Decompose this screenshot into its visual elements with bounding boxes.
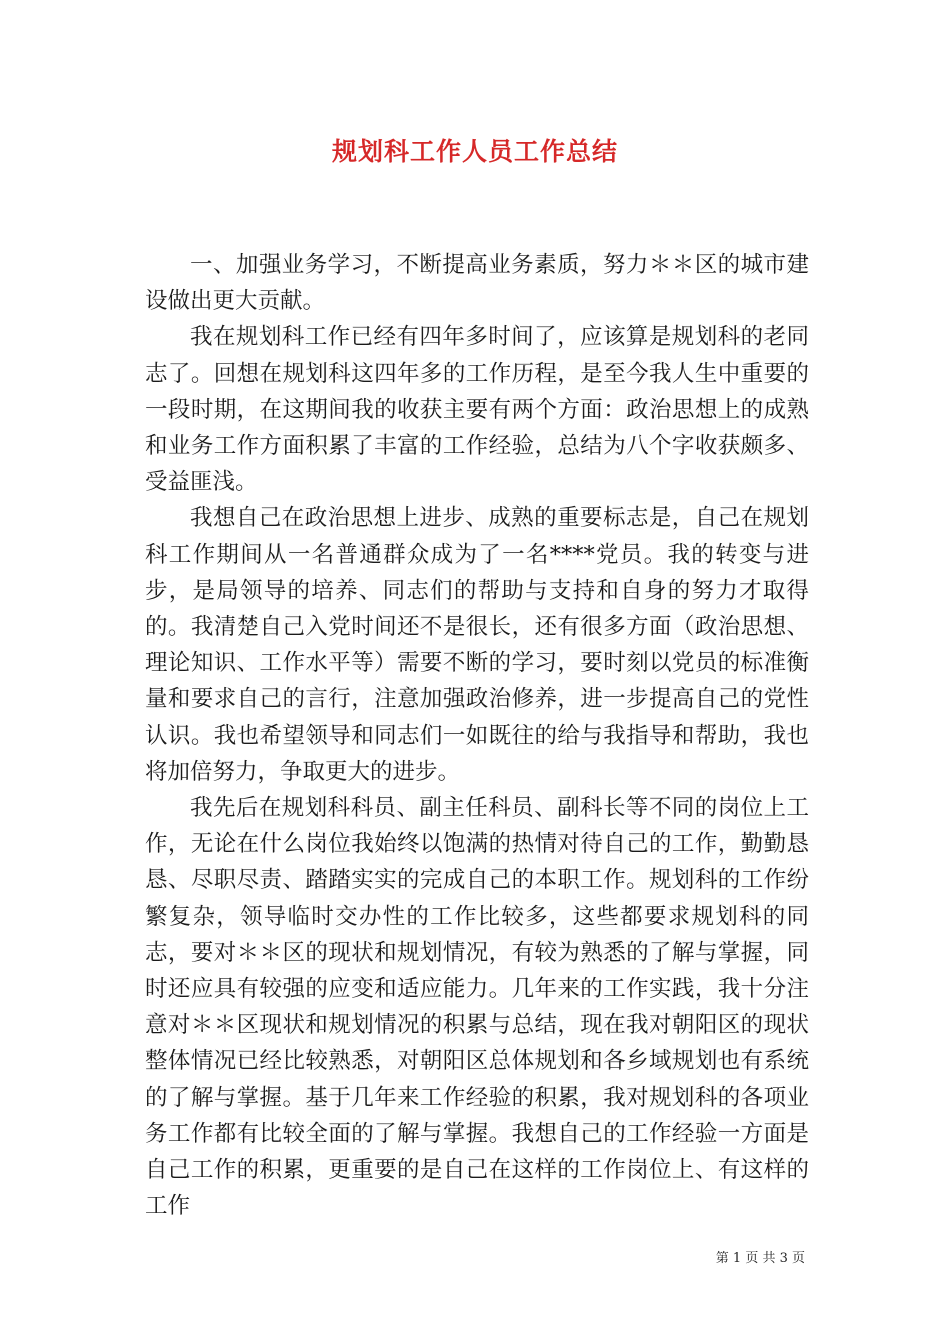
- paragraph-2: 我在规划科工作已经有四年多时间了，应该算是规划科的老同志了。回想在规划科这四年多的工作历程，是至今我人生中重要的一段时期，在这期间我的收获主要有两个方面：政治思想上的成熟和业务工作方面积累了丰富的工作经验，总结为八个字收获颇多、受益匪浅。: [145, 324, 809, 496]
- document-body: [145, 247, 809, 1224]
- paragraph-1: 一、加强业务学习，不断提高业务素质，努力＊＊区的城市建设做出更大贡献。: [145, 252, 809, 315]
- page-number: 第 1 页 共 3 页: [715, 1251, 805, 1266]
- paragraph-3: 我想自己在政治思想上进步、成熟的重要标志是，自己在规划科工作期间从一名普通群众成为了一名****党员。我的转变与进步，是局领导的培养、同志们的帮助与支持和自身的努力才取得的。我清楚自己入党时间还不是很长，还有很多方面（政治思想、理论知识、工作水平等）需要不断的学习，要时刻以党员的标准衡量和要求自己的言行，注意加强政治修养，进一步提高自己的党性认识。我也希望领导和同志们一如既往的给与我指导和帮助，我也将加倍努力，争取更大的进步。: [145, 505, 809, 785]
- paragraph-4: 我先后在规划科科员、副主任科员、副科长等不同的岗位上工作，无论在什么岗位我始终以饱满的热情对待自己的工作，勤勤恳恳、尽职尽责、踏踏实实的完成自己的本职工作。规划科的工作纷繁复杂，领导临时交办性的工作比较多，这些都要求规划科的同志，要对＊＊区的现状和规划情况，有较为熟悉的了解与掌握，同时还应具有较强的应变和适应能力。几年来的工作实践，我十分注意对＊＊区现状和规划情况的积累与总结，现在我对朝阳区的现状整体情况已经比较熟悉，对朝阳区总体规划和各乡域规划也有系统的了解与掌握。基于几年来工作经验的积累，我对规划科的各项业务工作都有比较全面的了解与掌握。我想自己的工作经验一方面是自己工作的积累，更重要的是自己在这样的工作岗位上、有这样的工作: [145, 795, 809, 1220]
- document-title: 规划科工作人员工作总结: [331, 137, 618, 166]
